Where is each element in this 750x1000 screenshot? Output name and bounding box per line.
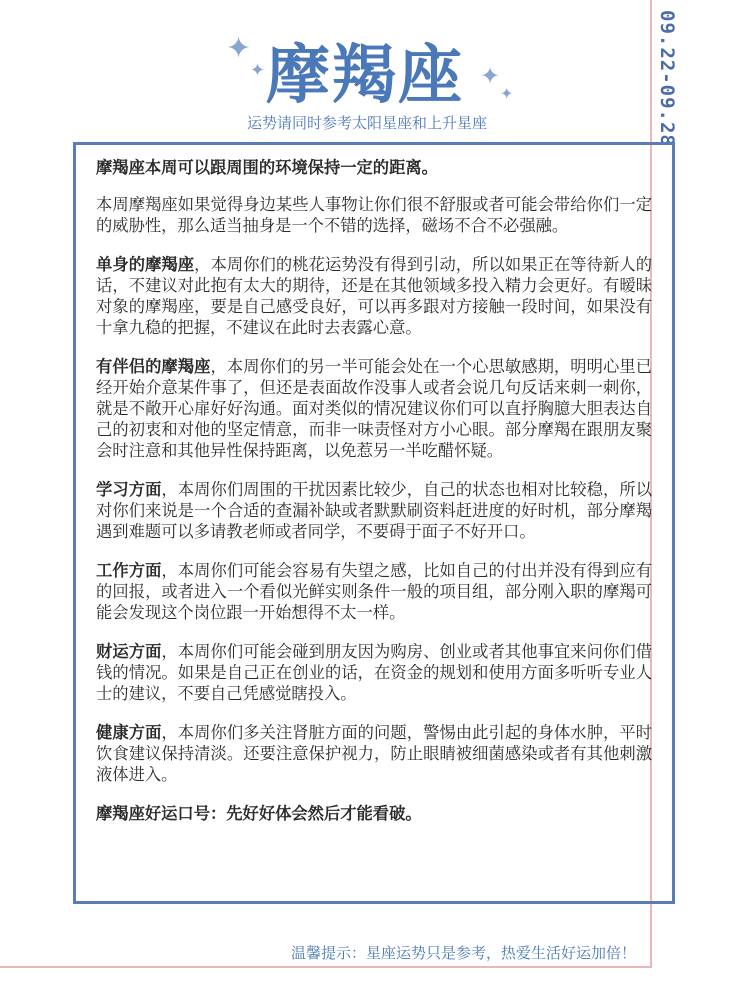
section-text: ，本周你们可能会碰到朋友因为购房、创业或者其他事宜来问你们借钱的情况。如果是自己正在创业的话，在资金的规划和使用方面多听听专业人士的建议，不要自己凭感觉瞎投入。 — [96, 642, 652, 703]
section-text: ，本周你们可能会容易有失望之感，比如自己的付出并没有得到应有的回报，或者进入一个看似光鲜实则条件一般的项目组，部分刚入职的摩羯可能会发现这个岗位跟一开始想得不太一样。 — [96, 561, 652, 622]
page-title: 摩羯座 — [266, 39, 464, 113]
page-subtitle: 运势请同时参考太阳星座和上升星座 — [246, 114, 487, 132]
section-label: 有伴侣的摩羯座 — [96, 357, 211, 376]
sparkle-icon: ✦ — [480, 62, 501, 90]
intro-paragraph: 本周摩羯座如果觉得身边某些人事物让你们很不舒服或者可能会带给你们一定的威胁性，那么适当抽身是一个不错的选择，磁场不合不必强融。 — [96, 195, 652, 235]
slogan: 摩羯座好运口号：先好好体会然后才能看破。 — [96, 804, 422, 823]
date-range: 09.22-09.28 — [656, 10, 678, 147]
section-label: 学习方面 — [96, 480, 162, 499]
sparkle-icon: ✦ — [500, 84, 514, 103]
section-partnered — [96, 356, 652, 461]
section-work — [96, 560, 652, 623]
headline: 摩羯座本周可以跟周围的环境保持一定的距离。 — [96, 158, 438, 177]
section-study — [96, 479, 652, 542]
horoscope-content-box — [73, 142, 675, 904]
section-label: 健康方面 — [96, 723, 162, 742]
section-label: 工作方面 — [96, 561, 162, 580]
section-single — [96, 254, 652, 338]
section-health — [96, 722, 652, 785]
section-label: 财运方面 — [96, 642, 162, 661]
section-text: ，本周你们的桃花运势没有得到引动，所以如果正在等待新人的话，不建议对此抱有太大的期待，还是在其他领域多投入精力会更好。有暧昧对象的摩羯座，要是自己感受良好，可以再多跟对方接触一段时间，如果没有十拿九稳的把握，不建议在此时去表露心意。 — [96, 255, 652, 337]
section-text: ，本周你们周围的干扰因素比较少，自己的状态也相对比较稳，所以对你们来说是一个合适的查漏补缺或者默默刷资料赶进度的好时机，部分摩羯遇到难题可以多请教老师或者同学，不要碍于面子不好开口。 — [96, 480, 652, 541]
decorative-horizontal-line — [0, 966, 652, 968]
sparkle-icon: ✦ — [250, 60, 266, 81]
footer-tip: 温馨提示：星座运势只是参考，热爱生活好运加倍！ — [290, 944, 636, 962]
section-label: 单身的摩羯座 — [96, 255, 195, 274]
sparkle-icon: ✦ — [226, 31, 252, 66]
section-finance — [96, 641, 652, 704]
section-text: ，本周你们多关注肾脏方面的问题，警惕由此引起的身体水肿，平时饮食建议保持清淡。还要注意保护视力，防止眼睛被细菌感染或者有其他刺激液体进入。 — [96, 723, 652, 784]
section-text: ，本周你们的另一半可能会处在一个心思敏感期，明明心里已经开始介意某件事了，但还是表面故作没事人或者会说几句反话来刺一刺你，就是不敞开心扉好好沟通。面对类似的情况建议你们可以直抒胸臆大胆表达自己的初衷和对他的坚定情意，而非一味责怪对方小心眼。部分摩羯在跟朋友聚会时注意和其他异性保持距离，以免惹另一半吃醋怀疑。 — [96, 357, 652, 460]
